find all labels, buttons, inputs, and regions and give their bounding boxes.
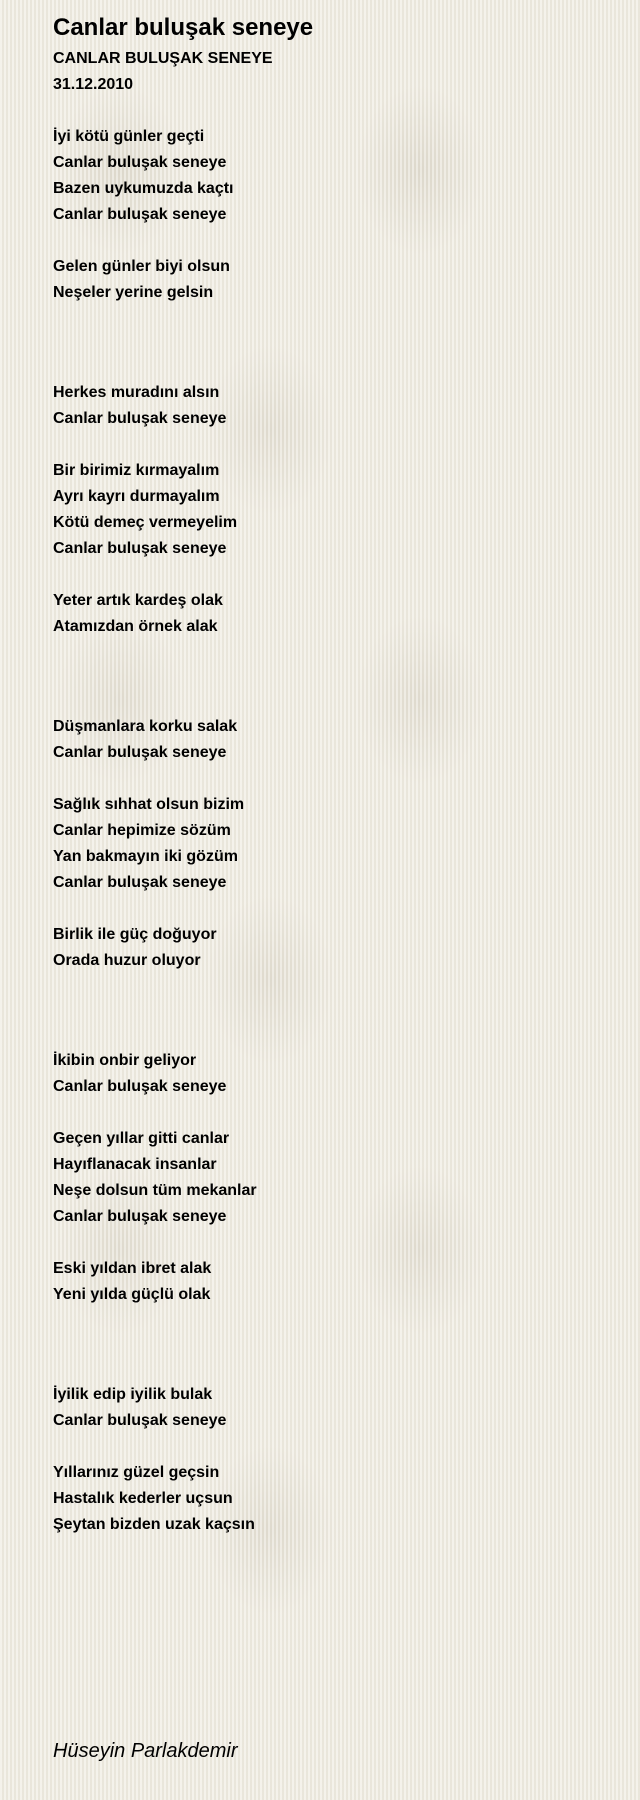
- poem-line: Bir birimiz kırmayalım: [53, 462, 220, 479]
- poem-line: Yan bakmayın iki gözüm: [53, 848, 238, 865]
- poem-line: Yeter artık kardeş olak: [53, 592, 223, 609]
- poem-line: Canlar buluşak seneye: [53, 540, 227, 557]
- poem-line: Canlar buluşak seneye: [53, 206, 227, 223]
- stanza: [53, 792, 613, 896]
- stanza: [53, 1460, 613, 1538]
- stanza: [53, 1256, 613, 1308]
- poem-line: Sağlık sıhhat olsun bizim: [53, 796, 245, 813]
- stanza-break: [53, 1434, 613, 1460]
- poem-heading: CANLAR BULUŞAK SENEYE: [53, 50, 273, 67]
- poem-line: Canlar buluşak seneye: [53, 410, 227, 427]
- poem-line: Hayıflanacak insanlar: [53, 1156, 217, 1173]
- poem-line: Neşeler yerine gelsin: [53, 284, 214, 301]
- stanza-break: [53, 1100, 613, 1126]
- poem-line: Atamızdan örnek alak: [53, 618, 218, 635]
- section-break: [53, 640, 613, 714]
- poem-line: Canlar buluşak seneye: [53, 1078, 227, 1095]
- poem-line: Canlar buluşak seneye: [53, 154, 227, 171]
- poem-line: Orada huzur oluyor: [53, 952, 201, 969]
- poem-line: Düşmanlara korku salak: [53, 718, 238, 735]
- stanza: [53, 714, 613, 766]
- stanza-break: [53, 562, 613, 588]
- poem-line: Geçen yıllar gitti canlar: [53, 1130, 230, 1147]
- poem-line: Yıllarınız güzel geçsin: [53, 1464, 220, 1481]
- poem-line: Eski yıldan ibret alak: [53, 1260, 212, 1277]
- stanza-break: [53, 432, 613, 458]
- stanza: [53, 254, 613, 306]
- poem-body: [53, 124, 613, 1538]
- stanza-break: [53, 1230, 613, 1256]
- section-break: [53, 974, 613, 1048]
- stanza-break: [53, 228, 613, 254]
- stanza: [53, 458, 613, 562]
- poem-date: 31.12.2010: [53, 76, 134, 93]
- stanza-break: [53, 896, 613, 922]
- section-break: [53, 306, 613, 380]
- author-name: Hüseyin Parlakdemir: [53, 1740, 238, 1762]
- stanza: [53, 1126, 613, 1230]
- stanza: [53, 922, 613, 974]
- poem-line: Canlar buluşak seneye: [53, 1412, 227, 1429]
- section-break: [53, 1308, 613, 1382]
- poem-line: Canlar hepimize sözüm: [53, 822, 231, 839]
- poem-line: Şeytan bizden uzak kaçsın: [53, 1516, 255, 1533]
- poem-line: Kötü demeç vermeyelim: [53, 514, 238, 531]
- poem-page: [53, 10, 613, 1538]
- stanza-break: [53, 766, 613, 792]
- stanza: [53, 588, 613, 640]
- poem-line: Ayrı kayrı durmayalım: [53, 488, 220, 505]
- stanza: [53, 1048, 613, 1100]
- stanza: [53, 1382, 613, 1434]
- poem-line: İkibin onbir geliyor: [53, 1052, 197, 1069]
- poem-line: Birlik ile güç doğuyor: [53, 926, 217, 943]
- page-title: Canlar buluşak seneye: [53, 14, 314, 41]
- poem-line: Gelen günler biyi olsun: [53, 258, 230, 275]
- poem-line: Hastalık kederler uçsun: [53, 1490, 233, 1507]
- poem-line: Herkes muradını alsın: [53, 384, 220, 401]
- poem-line: Canlar buluşak seneye: [53, 1208, 227, 1225]
- poem-line: Yeni yılda güçlü olak: [53, 1286, 211, 1303]
- poem-line: Canlar buluşak seneye: [53, 744, 227, 761]
- stanza: [53, 380, 613, 432]
- poem-line: Canlar buluşak seneye: [53, 874, 227, 891]
- poem-line: Bazen uykumuzda kaçtı: [53, 180, 234, 197]
- stanza: [53, 124, 613, 228]
- poem-line: İyilik edip iyilik bulak: [53, 1386, 213, 1403]
- poem-line: İyi kötü günler geçti: [53, 128, 205, 145]
- poem-line: Neşe dolsun tüm mekanlar: [53, 1182, 257, 1199]
